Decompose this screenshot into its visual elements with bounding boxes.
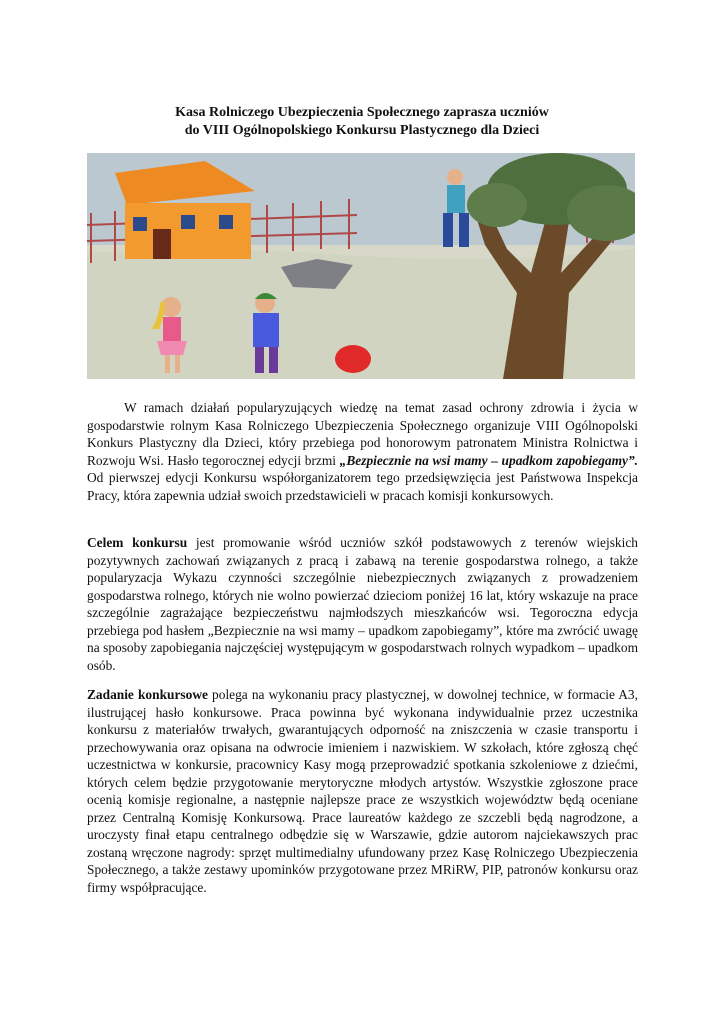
contest-goal-text: jest promowanie wśród uczniów szkół podstawowych z terenów wiejskich pozytywnych zachowań związanych z pracą i zabawą na terenie gospodarstwa rolnego, a także popularyzacja Wykazu czynności szczególnie niebezpiecznych związanych z prowadzeniem gospodarstwa rolnego, których nie wolno powierzać dzieciom poniżej 16 lat, który wskazuje na prace szczególnie zagrażające bezpieczeństwu najmłodszych mieszkańców wsi. Tegoroczna edycja przebiega pod hasłem „Bezpiecznie na wsi mamy – upadkom zapobiegamy”, które ma zwrócić uwagę na sposoby zapobiegania najczęściej występującym w gospodarstwach rolnych wypadkom – upadkom osób.: [87, 535, 638, 673]
paragraph-introduction: [87, 399, 638, 504]
contest-task-heading: Zadanie konkursowe: [87, 687, 208, 702]
contest-task-text: polega na wykonaniu pracy plastycznej, w dowolnej technice, w formacie A3, ilustrującej hasło konkursowe. Praca powinna być wykonana indywidualnie przez uczestnika konkursu z materiałów trwałych, gwarantujących odporność na zniszczenia w czasie transportu i przechowywania oraz opisana na odwrocie imieniem i nazwiskiem. W szkołach, które zgłoszą chęć uczestnictwa w konkursie, pracownicy Kasy mogą przeprowadzić spotkania szkoleniowe z dziećmi, których celem będzie przygotowanie merytoryczne młodych artystów. Wszystkie zgłoszone prace ocenią komisje regionalne, a następnie najlepsze prace ze wszystkich województw będą oceniane przez Centralną Komisję Konkursową. Prace laureatów każdego ze szczebli będą nagrodzone, a uroczysty finał etapu centralnego odbędzie się w Warszawie, gdzie autorom najciekawszych prac zostaną wręczone nagrody: sprzęt multimedialny ufundowany przez Kasę Rolniczego Ubezpieczenia Społecznego, a także zestawy upominków przygotowane przez MRiRW, PIP, patronów konkursu oraz firmy współpracujące.: [87, 687, 638, 895]
document-title: [86, 104, 638, 140]
paragraph-contest-goal: [87, 534, 638, 674]
title-line-2: do VIII Ogólnopolskiego Konkursu Plastycznego dla Dzieci: [184, 123, 540, 138]
intro-text: W ramach działań popularyzujących wiedzę na temat zasad ochrony zdrowia i życia w gospodarstwie rolnym Kasa Rolniczego Ubezpieczenia Społecznego organizuje VIII Ogólnopolski Konkurs Plastyczny dla Dzieci, który przebiega pod honorowym patronatem Ministra Rolnictwa i Rozwoju Wsi. Hasło tegorocznej edycji brzmi: [87, 400, 638, 468]
paragraph-contest-task: [87, 686, 638, 896]
title-line-1: Kasa Rolniczego Ubezpieczenia Społecznego zaprasza uczniów: [175, 105, 549, 120]
contest-slogan: „Bezpiecznie na wsi mamy – upadkom zapobiegamy”.: [339, 452, 638, 468]
contest-goal-heading: Celem konkursu: [87, 535, 188, 550]
childrens-drawing-illustration: [87, 153, 635, 379]
intro-text-continued: Od pierwszej edycji Konkursu współorganizatorem tego przedsięwzięcia jest Państwowa Inspekcja Pracy, która zapewnia udział swoich przedstawicieli w pracach komisji konkursowych.: [87, 470, 638, 503]
drawing-ball: [335, 345, 371, 373]
